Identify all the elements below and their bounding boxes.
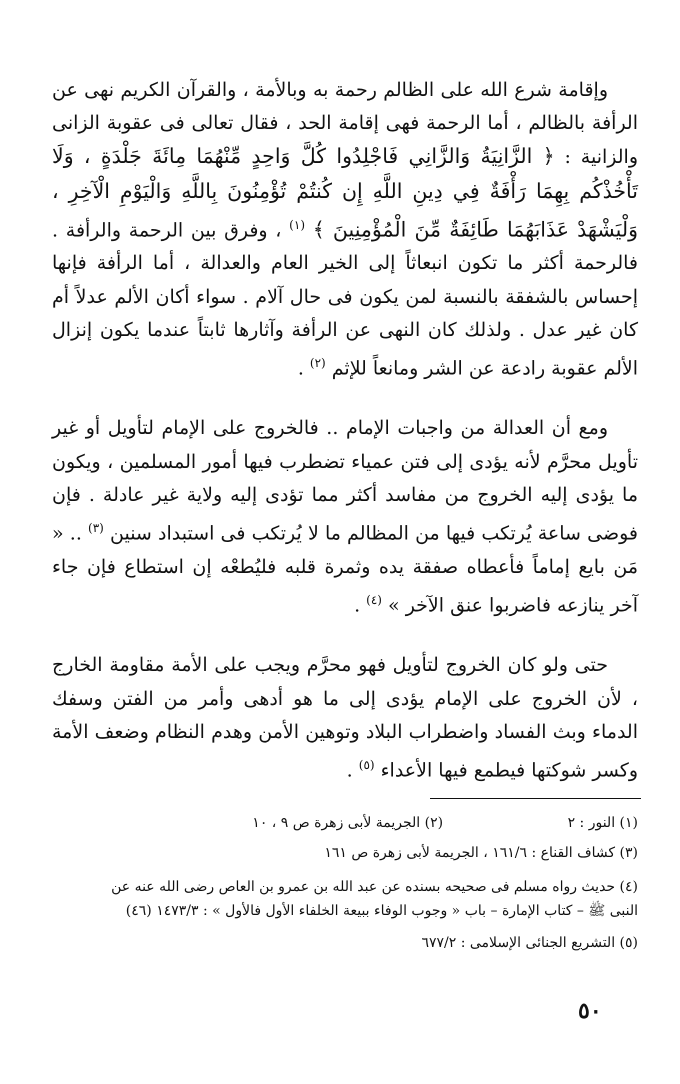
main-text — [52, 74, 638, 788]
paragraph-1 — [52, 74, 638, 385]
footnote-ref-4: (٤) — [366, 592, 382, 607]
p3-text: حتى ولو كان الخروج لتأويل فهو محرَّم ويجب على الأمة مقاومة الخارج ، لأن الخروج على الإمام يؤدى إلى ما هو أدهى وأمر من الفتن وسفك الدماء وبث الفساد واضطراب البلاد وتوهين الأمن وهدم النظام وضعف الأمة وكسر شوكتها فيطمع فيها الأعداء — [52, 654, 638, 782]
footnote-ref-3: (٣) — [88, 521, 104, 536]
p1-text-continued: ، وفرق بين الرحمة والرأفة . فالرحمة أكثر ما تكون انبعاثاً إلى الخير العام والعدالة ، أما الرأفة فإنها إحساس بالشفقة بالنسبة لمن يكون فى حال آلام . سواء أكان الألم عدلاً أم كان غير عدل . ولذلك كان النهى عن الرأفة وآثارها ثابتاً عندما يكون إنزال الألم عقوبة رادعة عن الشر ومانعاً للإثم — [52, 219, 638, 380]
footnote-2: (٢) الجريمة لأبى زهرة ص ٩ ، ١٠ — [252, 815, 444, 831]
footnote-ref-2: (٢) — [309, 355, 326, 370]
footnote-ref-5: (٥) — [358, 757, 375, 772]
p2-text: ومع أن العدالة من واجبات الإمام .. فالخروج على الإمام لتأويل أو غير تأويل محرَّم لأنه يؤدى إلى فتن عمياء تضطرب فيها أمور المسلمين ، ويكون ما يؤدى إليه الخروج من مفاسد أكثر مما تؤدى إليه ولاية غير عادلة . فإن فوضى ساعة يُرتكب فيها من المظالم ما لا يُرتكب فى استبداد سنين — [52, 417, 638, 545]
p1-end: . — [297, 357, 304, 380]
p3-end: . — [346, 759, 353, 782]
footnote-4-line-1: (٤) حديث رواه مسلم فى صحيحه بسنده عن عبد الله بن عمرو بن العاص رضى الله عنه عن — [111, 879, 638, 895]
p1-text: وإقامة شرع الله على الظالم رحمة به وبالأمة ، والقرآن الكريم نهى عن الرأفة بالظالم ، أما الرحمة فهى إقامة الحد ، فقال تعالى فى عقوبة الزانى والزانية : — [52, 79, 639, 169]
footnote-ref-1: (١) — [289, 217, 305, 232]
page-number: ٥٠ — [578, 998, 602, 1024]
footnote-divider — [430, 798, 641, 799]
paragraph-2 — [52, 412, 638, 622]
quran-verse: ﴿ الزَّانِيَةُ وَالزَّانِي فَاجْلِدُوا كُلَّ وَاحِدٍ مِّنْهُمَا مِائَةَ جَلْدَةٍ ، وَلَا تَأْخُذْكُم بِهِمَا رَأْفَةٌ فِي دِينِ اللَّهِ إِن كُنتُمْ تُؤْمِنُونَ بِاللَّهِ وَالْيَوْمِ الْآخِرِ ، وَلْيَشْهَدْ عَذَابَهُمَا طَائِفَةٌ مِّنَ الْمُؤْمِنِينَ ﴾ — [52, 144, 638, 242]
footnote-3: (٣) كشاف القناع : ١٦١/٦ ، الجريمة لأبى زهرة ص ١٦١ — [324, 845, 638, 861]
p2-end: . — [354, 594, 361, 617]
footnote-4-line-2: النبى ﷺ – كتاب الإمارة – باب « وجوب الوفاء ببيعة الخلفاء الأول فالأول » : ١٤٧٣/٣ (٤٦) — [125, 903, 638, 919]
footnote-row-1 — [52, 810, 638, 836]
p2-hadith: .. « مَن بايع إماماً فأعطاه صفقة يده وثمرة قلبه فليُطعْه إن استطاع فإن جاء آخر ينازعه فاضربوا عنق الآخر » — [52, 522, 638, 617]
paragraph-3 — [52, 649, 638, 787]
footnote-5: (٥) التشريع الجنائى الإسلامى : ٦٧٧/٢ — [421, 935, 638, 951]
footnote-1: (١) النور : ٢ — [567, 815, 638, 831]
